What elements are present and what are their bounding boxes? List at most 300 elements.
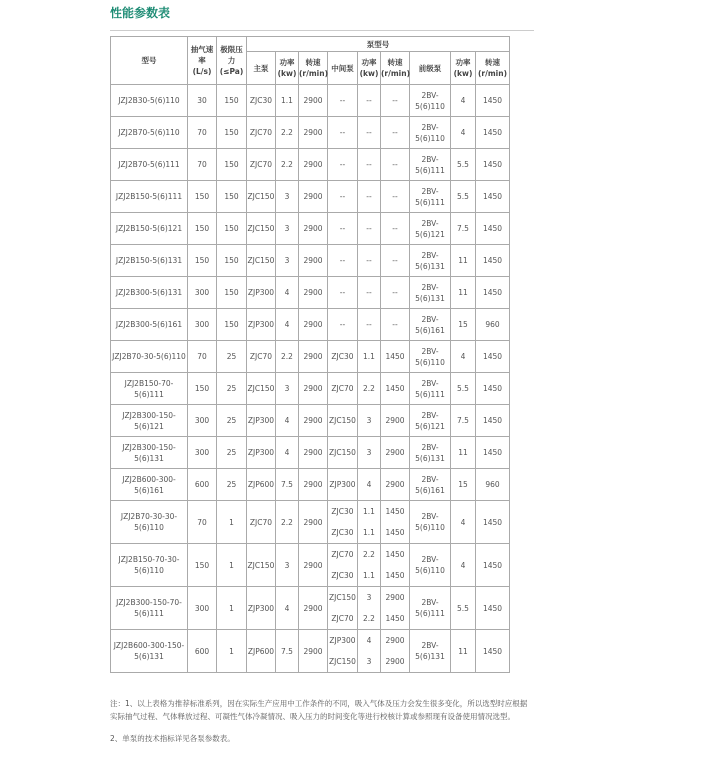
table-row bbox=[111, 437, 510, 469]
cell-fore-rpm: 1450 bbox=[476, 85, 510, 117]
header-mid-power: 功率(kw) bbox=[358, 52, 381, 85]
cell-mid-pump bbox=[328, 309, 358, 341]
cell-model: JZJ2B600-300-5(6)161 bbox=[111, 469, 188, 501]
cell-fore-pump: 2BV-5(6)161 bbox=[410, 469, 451, 501]
cell-mid-rpm bbox=[381, 85, 410, 117]
cell-mid-power bbox=[358, 469, 381, 501]
cell-fore-pump: 2BV-5(6)121 bbox=[410, 405, 451, 437]
table-body bbox=[111, 85, 510, 673]
table-row bbox=[111, 373, 510, 405]
cell-mid-power-line: -- bbox=[366, 224, 372, 233]
cell-main-rpm: 2900 bbox=[299, 501, 328, 544]
cell-model: JZJ2B600-300-150-5(6)131 bbox=[111, 630, 188, 673]
cell-mid-rpm-line: -- bbox=[392, 288, 398, 297]
header-model: 型号 bbox=[111, 37, 188, 85]
cell-limit: 25 bbox=[217, 469, 247, 501]
cell-mid-rpm-line: -- bbox=[392, 320, 398, 329]
cell-model: JZJ2B300-5(6)131 bbox=[111, 277, 188, 309]
cell-mid-pump bbox=[328, 181, 358, 213]
cell-speed: 150 bbox=[188, 373, 217, 405]
cell-main-power: 4 bbox=[276, 587, 299, 630]
cell-model: JZJ2B300-5(6)161 bbox=[111, 309, 188, 341]
cell-mid-rpm bbox=[381, 587, 410, 630]
cell-main-power: 2.2 bbox=[276, 501, 299, 544]
cell-model: JZJ2B150-5(6)131 bbox=[111, 245, 188, 277]
cell-mid-power bbox=[358, 373, 381, 405]
cell-fore-rpm: 1450 bbox=[476, 373, 510, 405]
cell-mid-rpm-line: -- bbox=[392, 256, 398, 265]
cell-mid-power-line: -- bbox=[366, 256, 372, 265]
cell-main-power: 2.2 bbox=[276, 149, 299, 181]
cell-mid-pump-line: ZJC150 bbox=[329, 657, 356, 666]
cell-limit: 150 bbox=[217, 85, 247, 117]
cell-main-pump: ZJC150 bbox=[247, 373, 276, 405]
cell-fore-rpm: 1450 bbox=[476, 341, 510, 373]
title-divider bbox=[110, 30, 534, 31]
cell-mid-pump bbox=[328, 341, 358, 373]
cell-main-pump: ZJC150 bbox=[247, 544, 276, 587]
cell-mid-rpm-line: 1450 bbox=[385, 571, 405, 580]
cell-fore-power: 4 bbox=[451, 117, 476, 149]
cell-fore-power: 4 bbox=[451, 544, 476, 587]
cell-mid-rpm bbox=[381, 309, 410, 341]
notes bbox=[110, 697, 534, 745]
cell-fore-pump: 2BV-5(6)111 bbox=[410, 373, 451, 405]
cell-mid-power bbox=[358, 501, 381, 544]
cell-main-power: 4 bbox=[276, 277, 299, 309]
cell-mid-pump-line: -- bbox=[339, 288, 346, 297]
cell-main-power: 7.5 bbox=[276, 630, 299, 673]
cell-main-pump: ZJP600 bbox=[247, 469, 276, 501]
cell-main-power: 2.2 bbox=[276, 117, 299, 149]
cell-fore-power: 15 bbox=[451, 309, 476, 341]
cell-mid-power bbox=[358, 85, 381, 117]
cell-main-rpm: 2900 bbox=[299, 309, 328, 341]
performance-table bbox=[110, 36, 510, 673]
cell-mid-rpm-line: 2900 bbox=[385, 593, 405, 602]
cell-speed: 150 bbox=[188, 213, 217, 245]
cell-mid-power bbox=[358, 149, 381, 181]
cell-mid-rpm-line: 2900 bbox=[385, 416, 405, 425]
table-row bbox=[111, 309, 510, 341]
cell-main-power: 4 bbox=[276, 405, 299, 437]
cell-limit: 1 bbox=[217, 587, 247, 630]
cell-main-pump: ZJC30 bbox=[247, 85, 276, 117]
cell-main-pump: ZJC150 bbox=[247, 245, 276, 277]
cell-fore-power: 4 bbox=[451, 85, 476, 117]
cell-speed: 600 bbox=[188, 630, 217, 673]
cell-mid-power bbox=[358, 181, 381, 213]
cell-mid-power bbox=[358, 341, 381, 373]
cell-main-pump: ZJC150 bbox=[247, 181, 276, 213]
cell-speed: 30 bbox=[188, 85, 217, 117]
cell-main-pump: ZJC70 bbox=[247, 501, 276, 544]
cell-main-rpm: 2900 bbox=[299, 117, 328, 149]
cell-fore-rpm: 1450 bbox=[476, 245, 510, 277]
cell-mid-pump bbox=[328, 544, 358, 587]
cell-main-power: 3 bbox=[276, 373, 299, 405]
cell-mid-pump bbox=[328, 149, 358, 181]
cell-mid-pump bbox=[328, 277, 358, 309]
cell-limit: 150 bbox=[217, 245, 247, 277]
header-limit: 极限压力(≤Pa) bbox=[217, 37, 247, 85]
cell-model: JZJ2B300-150-5(6)131 bbox=[111, 437, 188, 469]
cell-fore-power: 7.5 bbox=[451, 405, 476, 437]
cell-mid-rpm-line: 2900 bbox=[385, 448, 405, 457]
cell-mid-rpm bbox=[381, 501, 410, 544]
cell-main-power: 3 bbox=[276, 181, 299, 213]
cell-mid-rpm-line: 2900 bbox=[385, 480, 405, 489]
cell-fore-pump: 2BV-5(6)110 bbox=[410, 341, 451, 373]
cell-mid-rpm bbox=[381, 373, 410, 405]
cell-mid-pump-line: -- bbox=[339, 160, 346, 169]
cell-speed: 70 bbox=[188, 117, 217, 149]
cell-model: JZJ2B30-5(6)110 bbox=[111, 85, 188, 117]
cell-mid-rpm bbox=[381, 405, 410, 437]
cell-mid-rpm-line: -- bbox=[392, 192, 398, 201]
cell-main-power: 3 bbox=[276, 245, 299, 277]
header-mid-rpm: 转速(r/min) bbox=[381, 52, 410, 85]
header-fore-pump: 前级泵 bbox=[410, 52, 451, 85]
cell-mid-power bbox=[358, 437, 381, 469]
cell-fore-power: 11 bbox=[451, 630, 476, 673]
cell-fore-power: 4 bbox=[451, 501, 476, 544]
cell-model: JZJ2B150-70-30-5(6)110 bbox=[111, 544, 188, 587]
cell-mid-rpm-line: -- bbox=[392, 160, 398, 169]
note-2: 2、单泵的技术指标详见各泵参数表。 bbox=[110, 734, 235, 743]
cell-model: JZJ2B70-5(6)110 bbox=[111, 117, 188, 149]
cell-model: JZJ2B150-5(6)121 bbox=[111, 213, 188, 245]
cell-fore-power: 11 bbox=[451, 277, 476, 309]
cell-mid-pump bbox=[328, 437, 358, 469]
cell-mid-rpm-line: -- bbox=[392, 128, 398, 137]
header-pump-model: 泵型号 bbox=[247, 37, 510, 52]
cell-mid-pump-line: ZJC30 bbox=[331, 352, 354, 361]
cell-mid-power-line: -- bbox=[366, 96, 372, 105]
table-row bbox=[111, 630, 510, 673]
table-row bbox=[111, 245, 510, 277]
table-row bbox=[111, 501, 510, 544]
cell-mid-rpm bbox=[381, 213, 410, 245]
cell-mid-rpm-line: 2900 bbox=[385, 657, 405, 666]
cell-main-power: 4 bbox=[276, 437, 299, 469]
cell-main-rpm: 2900 bbox=[299, 544, 328, 587]
cell-fore-pump: 2BV-5(6)110 bbox=[410, 85, 451, 117]
page-title: 性能参数表 bbox=[110, 6, 171, 20]
cell-mid-rpm-line: -- bbox=[392, 96, 398, 105]
cell-mid-power-line: 2.2 bbox=[363, 550, 375, 559]
cell-mid-power-line: 4 bbox=[366, 636, 372, 645]
table-row bbox=[111, 277, 510, 309]
cell-fore-power: 11 bbox=[451, 245, 476, 277]
cell-mid-pump-line: ZJP300 bbox=[329, 480, 356, 489]
cell-mid-rpm bbox=[381, 181, 410, 213]
cell-main-rpm: 2900 bbox=[299, 405, 328, 437]
cell-main-pump: ZJP300 bbox=[247, 437, 276, 469]
cell-speed: 300 bbox=[188, 587, 217, 630]
cell-mid-pump-line: ZJC70 bbox=[331, 614, 354, 623]
cell-fore-pump: 2BV-5(6)131 bbox=[410, 245, 451, 277]
table-row bbox=[111, 181, 510, 213]
cell-mid-power bbox=[358, 213, 381, 245]
cell-mid-power-line: 1.1 bbox=[363, 571, 375, 580]
cell-speed: 300 bbox=[188, 277, 217, 309]
cell-mid-power bbox=[358, 405, 381, 437]
cell-main-rpm: 2900 bbox=[299, 469, 328, 501]
cell-speed: 300 bbox=[188, 309, 217, 341]
cell-speed: 70 bbox=[188, 501, 217, 544]
cell-mid-rpm bbox=[381, 149, 410, 181]
cell-mid-pump bbox=[328, 85, 358, 117]
cell-mid-pump bbox=[328, 213, 358, 245]
cell-main-pump: ZJC70 bbox=[247, 149, 276, 181]
cell-mid-pump bbox=[328, 501, 358, 544]
cell-mid-pump-line: -- bbox=[339, 128, 346, 137]
cell-main-pump: ZJP300 bbox=[247, 405, 276, 437]
cell-mid-rpm-line: 1450 bbox=[385, 384, 405, 393]
cell-fore-rpm: 960 bbox=[476, 469, 510, 501]
cell-limit: 25 bbox=[217, 373, 247, 405]
cell-main-power: 3 bbox=[276, 213, 299, 245]
cell-model: JZJ2B300-150-5(6)121 bbox=[111, 405, 188, 437]
cell-fore-power: 4 bbox=[451, 341, 476, 373]
cell-mid-rpm bbox=[381, 630, 410, 673]
cell-fore-rpm: 1450 bbox=[476, 630, 510, 673]
cell-fore-power: 15 bbox=[451, 469, 476, 501]
header-main-rpm: 转速(r/min) bbox=[299, 52, 328, 85]
cell-mid-rpm-line: 1450 bbox=[385, 507, 405, 516]
table-row bbox=[111, 85, 510, 117]
cell-fore-pump: 2BV-5(6)131 bbox=[410, 630, 451, 673]
header-mid-pump: 中间泵 bbox=[328, 52, 358, 85]
cell-mid-pump-line: ZJC150 bbox=[329, 416, 356, 425]
cell-speed: 70 bbox=[188, 149, 217, 181]
cell-model: JZJ2B70-30-30-5(6)110 bbox=[111, 501, 188, 544]
cell-mid-power-line: 1.1 bbox=[363, 528, 375, 537]
cell-limit: 25 bbox=[217, 437, 247, 469]
cell-mid-pump-line: ZJC150 bbox=[329, 448, 356, 457]
table-row bbox=[111, 117, 510, 149]
cell-limit: 150 bbox=[217, 213, 247, 245]
cell-mid-pump-line: ZJC150 bbox=[329, 593, 356, 602]
cell-fore-pump: 2BV-5(6)110 bbox=[410, 544, 451, 587]
cell-main-pump: ZJP300 bbox=[247, 277, 276, 309]
cell-fore-rpm: 1450 bbox=[476, 213, 510, 245]
cell-main-rpm: 2900 bbox=[299, 630, 328, 673]
cell-main-rpm: 2900 bbox=[299, 245, 328, 277]
cell-mid-power-line: -- bbox=[366, 128, 372, 137]
cell-mid-power-line: 1.1 bbox=[363, 352, 375, 361]
cell-mid-power-line: -- bbox=[366, 320, 372, 329]
cell-mid-power-line: -- bbox=[366, 288, 372, 297]
cell-mid-pump-line: ZJC70 bbox=[331, 550, 354, 559]
cell-mid-pump-line: -- bbox=[339, 192, 346, 201]
cell-limit: 1 bbox=[217, 544, 247, 587]
cell-fore-power: 5.5 bbox=[451, 149, 476, 181]
cell-mid-rpm bbox=[381, 469, 410, 501]
cell-fore-pump: 2BV-5(6)131 bbox=[410, 437, 451, 469]
cell-fore-power: 7.5 bbox=[451, 213, 476, 245]
cell-mid-power bbox=[358, 587, 381, 630]
cell-mid-pump bbox=[328, 245, 358, 277]
cell-mid-power-line: 1.1 bbox=[363, 507, 375, 516]
cell-fore-rpm: 1450 bbox=[476, 117, 510, 149]
cell-fore-power: 5.5 bbox=[451, 373, 476, 405]
cell-fore-rpm: 1450 bbox=[476, 587, 510, 630]
cell-limit: 1 bbox=[217, 501, 247, 544]
cell-main-power: 4 bbox=[276, 309, 299, 341]
cell-mid-rpm-line: 1450 bbox=[385, 550, 405, 559]
cell-main-power: 3 bbox=[276, 544, 299, 587]
cell-limit: 150 bbox=[217, 277, 247, 309]
cell-mid-power bbox=[358, 309, 381, 341]
cell-mid-pump-line: -- bbox=[339, 224, 346, 233]
cell-fore-pump: 2BV-5(6)161 bbox=[410, 309, 451, 341]
cell-mid-pump bbox=[328, 373, 358, 405]
cell-fore-rpm: 1450 bbox=[476, 277, 510, 309]
cell-fore-pump: 2BV-5(6)131 bbox=[410, 277, 451, 309]
cell-mid-rpm bbox=[381, 437, 410, 469]
header-fore-rpm: 转速(r/min) bbox=[476, 52, 510, 85]
cell-mid-rpm-line: -- bbox=[392, 224, 398, 233]
cell-mid-pump-line: ZJP300 bbox=[329, 636, 356, 645]
cell-mid-pump-line: -- bbox=[339, 256, 346, 265]
header-fore-power: 功率(kw) bbox=[451, 52, 476, 85]
cell-mid-pump bbox=[328, 469, 358, 501]
cell-fore-power: 5.5 bbox=[451, 587, 476, 630]
table-row bbox=[111, 587, 510, 630]
cell-fore-power: 11 bbox=[451, 437, 476, 469]
cell-mid-rpm bbox=[381, 245, 410, 277]
cell-mid-rpm bbox=[381, 277, 410, 309]
cell-main-pump: ZJC150 bbox=[247, 213, 276, 245]
cell-speed: 300 bbox=[188, 405, 217, 437]
cell-main-pump: ZJP300 bbox=[247, 309, 276, 341]
header-main-power: 功率(kw) bbox=[276, 52, 299, 85]
cell-main-rpm: 2900 bbox=[299, 85, 328, 117]
cell-fore-rpm: 1450 bbox=[476, 181, 510, 213]
cell-main-pump: ZJP300 bbox=[247, 587, 276, 630]
cell-speed: 150 bbox=[188, 245, 217, 277]
cell-mid-pump bbox=[328, 405, 358, 437]
cell-mid-power-line: 3 bbox=[366, 657, 372, 666]
cell-main-rpm: 2900 bbox=[299, 373, 328, 405]
cell-main-rpm: 2900 bbox=[299, 587, 328, 630]
cell-mid-rpm-line: 2900 bbox=[385, 636, 405, 645]
cell-mid-pump-line: -- bbox=[339, 320, 346, 329]
cell-model: JZJ2B70-30-5(6)110 bbox=[111, 341, 188, 373]
cell-mid-pump-line: ZJC70 bbox=[331, 384, 354, 393]
cell-speed: 70 bbox=[188, 341, 217, 373]
cell-mid-pump-line: -- bbox=[339, 96, 346, 105]
cell-model: JZJ2B70-5(6)111 bbox=[111, 149, 188, 181]
cell-model: JZJ2B300-150-70-5(6)111 bbox=[111, 587, 188, 630]
cell-main-power: 7.5 bbox=[276, 469, 299, 501]
header-main-pump: 主泵 bbox=[247, 52, 276, 85]
cell-main-pump: ZJC70 bbox=[247, 117, 276, 149]
cell-limit: 25 bbox=[217, 341, 247, 373]
cell-main-pump: ZJC70 bbox=[247, 341, 276, 373]
cell-mid-pump-line: ZJC30 bbox=[331, 571, 354, 580]
cell-mid-power-line: 3 bbox=[366, 448, 372, 457]
cell-fore-rpm: 1450 bbox=[476, 501, 510, 544]
cell-limit: 25 bbox=[217, 405, 247, 437]
cell-limit: 150 bbox=[217, 181, 247, 213]
cell-main-rpm: 2900 bbox=[299, 437, 328, 469]
cell-limit: 150 bbox=[217, 117, 247, 149]
cell-mid-pump bbox=[328, 117, 358, 149]
table-row bbox=[111, 405, 510, 437]
cell-speed: 150 bbox=[188, 544, 217, 587]
cell-speed: 300 bbox=[188, 437, 217, 469]
cell-fore-rpm: 1450 bbox=[476, 437, 510, 469]
cell-mid-rpm-line: 1450 bbox=[385, 614, 405, 623]
cell-main-power: 2.2 bbox=[276, 341, 299, 373]
cell-fore-rpm: 1450 bbox=[476, 544, 510, 587]
cell-mid-rpm bbox=[381, 117, 410, 149]
cell-main-rpm: 2900 bbox=[299, 213, 328, 245]
cell-mid-power bbox=[358, 117, 381, 149]
cell-limit: 150 bbox=[217, 149, 247, 181]
cell-mid-rpm bbox=[381, 341, 410, 373]
cell-mid-pump-line: ZJC30 bbox=[331, 507, 354, 516]
cell-fore-rpm: 960 bbox=[476, 309, 510, 341]
table-row bbox=[111, 544, 510, 587]
cell-mid-power bbox=[358, 544, 381, 587]
cell-mid-power-line: 2.2 bbox=[363, 614, 375, 623]
cell-limit: 1 bbox=[217, 630, 247, 673]
cell-speed: 600 bbox=[188, 469, 217, 501]
table-row bbox=[111, 469, 510, 501]
cell-mid-rpm bbox=[381, 544, 410, 587]
cell-mid-rpm-line: 1450 bbox=[385, 528, 405, 537]
cell-fore-pump: 2BV-5(6)110 bbox=[410, 501, 451, 544]
cell-mid-power-line: 4 bbox=[366, 480, 372, 489]
cell-main-rpm: 2900 bbox=[299, 149, 328, 181]
cell-mid-pump bbox=[328, 630, 358, 673]
cell-mid-pump-line: ZJC30 bbox=[331, 528, 354, 537]
cell-mid-power-line: 3 bbox=[366, 416, 372, 425]
table-row bbox=[111, 149, 510, 181]
cell-fore-power: 5.5 bbox=[451, 181, 476, 213]
cell-fore-pump: 2BV-5(6)110 bbox=[410, 117, 451, 149]
cell-mid-power-line: -- bbox=[366, 160, 372, 169]
cell-mid-pump bbox=[328, 587, 358, 630]
cell-mid-power bbox=[358, 245, 381, 277]
cell-fore-pump: 2BV-5(6)121 bbox=[410, 213, 451, 245]
cell-main-power: 1.1 bbox=[276, 85, 299, 117]
cell-mid-power-line: -- bbox=[366, 192, 372, 201]
cell-mid-power-line: 2.2 bbox=[363, 384, 375, 393]
cell-mid-rpm-line: 1450 bbox=[385, 352, 405, 361]
cell-main-rpm: 2900 bbox=[299, 277, 328, 309]
cell-fore-pump: 2BV-5(6)111 bbox=[410, 587, 451, 630]
note-1: 注：1、以上表格为推荐标准系列，因在实际生产应用中工作条件的不同，吸入气体及压力会发生很多变化，所以选型时应根据实际抽气过程、气体释放过程、可凝性气体冷凝情况、吸入压力的时间变化等进行校核计算或参照现有设备使用情况选型。 bbox=[110, 699, 528, 721]
cell-speed: 150 bbox=[188, 181, 217, 213]
cell-main-pump: ZJP600 bbox=[247, 630, 276, 673]
cell-fore-rpm: 1450 bbox=[476, 149, 510, 181]
cell-main-rpm: 2900 bbox=[299, 181, 328, 213]
cell-main-rpm: 2900 bbox=[299, 341, 328, 373]
cell-model: JZJ2B150-70-5(6)111 bbox=[111, 373, 188, 405]
cell-limit: 150 bbox=[217, 309, 247, 341]
cell-mid-power bbox=[358, 277, 381, 309]
table-row bbox=[111, 213, 510, 245]
cell-mid-power bbox=[358, 630, 381, 673]
cell-fore-rpm: 1450 bbox=[476, 405, 510, 437]
cell-model: JZJ2B150-5(6)111 bbox=[111, 181, 188, 213]
cell-mid-power-line: 3 bbox=[366, 593, 372, 602]
